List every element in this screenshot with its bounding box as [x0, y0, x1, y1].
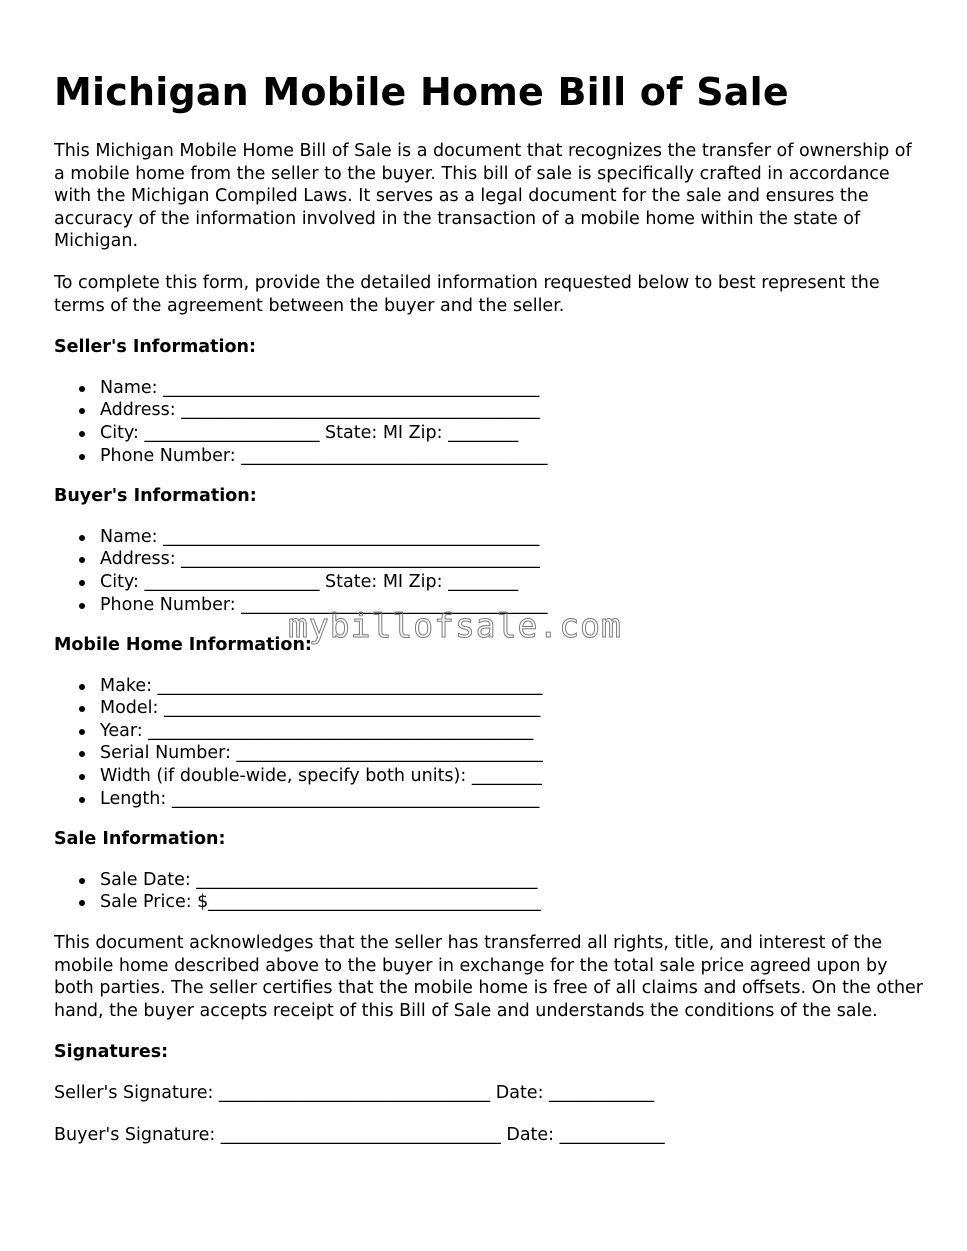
sale-date-field: Sale Date: _______________________________________: [100, 869, 924, 892]
buyer-name-field: Name: ___________________________________________: [100, 526, 924, 549]
seller-heading: Seller's Information:: [54, 337, 256, 358]
make-field: Make: ____________________________________________: [100, 675, 924, 698]
buyer-city-state-zip-field: City: ____________________ State: MI Zip: ________: [100, 571, 924, 594]
seller-address-field: Address: _________________________________________: [100, 399, 924, 422]
acknowledgement-paragraph: This document acknowledges that the seller has transferred all rights, title, and interest of the mobile home described above to the buyer in exchange for the total sale price agreed upon by both parties. The seller certifies that the mobile home is free of all claims and offsets. On the other hand, the buyer accepts receipt of this Bill of Sale and understands the conditions of the sale.: [54, 933, 924, 1021]
seller-signature-line: Seller's Signature: _______________________________ Date: ____________: [54, 1083, 655, 1103]
sale-price-field: Sale Price: $______________________________________: [100, 891, 924, 914]
signatures-heading: Signatures:: [54, 1042, 169, 1063]
document-title: Michigan Mobile Home Bill of Sale: [54, 70, 789, 114]
serial-number-field: Serial Number: ___________________________________: [100, 742, 924, 765]
sale-list: [54, 869, 924, 914]
buyer-signature-line: Buyer's Signature: ________________________________ Date: ____________: [54, 1124, 665, 1145]
seller-name-field: Name: ___________________________________________: [100, 377, 924, 400]
buyer-list: [54, 526, 924, 616]
document-page: [54, 70, 924, 1165]
mobile-home-heading: Mobile Home Information:: [54, 635, 312, 656]
buyer-heading: Buyer's Information:: [54, 486, 257, 507]
intro-paragraph-2: To complete this form, provide the detailed information requested below to best represent the terms of the agreement between the buyer and the seller.: [54, 272, 880, 316]
intro-paragraph-1: This Michigan Mobile Home Bill of Sale is a document that recognizes the transfer of ownership of a mobile home from the seller to the buyer. This bill of sale is specifically crafted in accordance with the Michigan Compiled Laws. It serves as a legal document for the sale and ensures the accuracy of the information involved in the transaction of a mobile home within the state of Michigan.: [54, 141, 912, 252]
buyer-address-field: Address: _________________________________________: [100, 548, 924, 571]
watermark: mybillofsale.com: [288, 606, 622, 645]
length-field: Length: __________________________________________: [100, 788, 924, 811]
seller-city-state-zip-field: City: ____________________ State: MI Zip: ________: [100, 422, 924, 445]
year-field: Year: ____________________________________________: [100, 720, 924, 743]
sale-heading: Sale Information:: [54, 829, 226, 850]
buyer-phone-field: Phone Number: ___________________________________: [100, 594, 924, 617]
mobile-home-list: [54, 675, 924, 811]
seller-list: [54, 377, 924, 467]
model-field: Model: ___________________________________________: [100, 697, 924, 720]
width-field: Width (if double-wide, specify both units): ________: [100, 765, 924, 788]
seller-phone-field: Phone Number: ___________________________________: [100, 445, 924, 468]
